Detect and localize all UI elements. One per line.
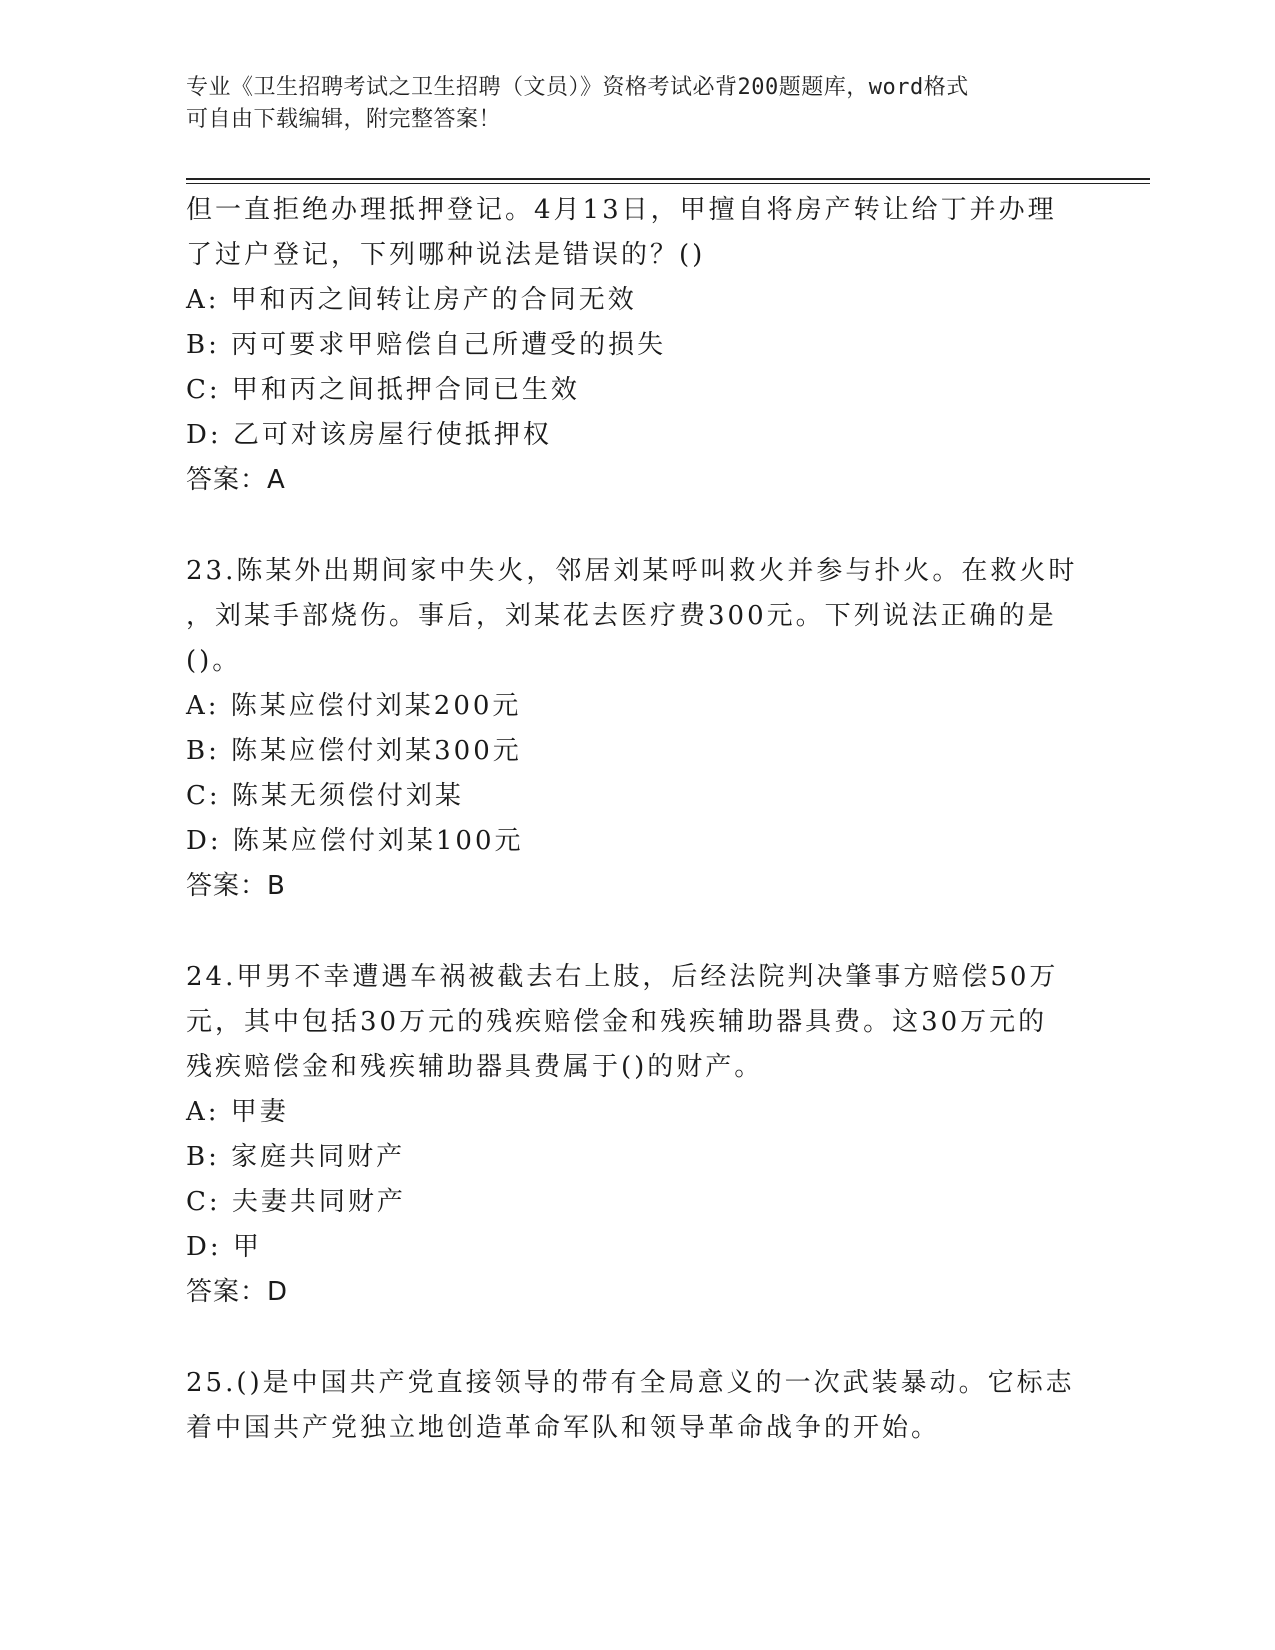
option-a: A: 陈某应偿付刘某200元 — [186, 691, 522, 721]
question-stem-line: 但一直拒绝办理抵押登记。4月13日，甲擅自将房产转让给丁并办理 — [186, 195, 1057, 225]
option-a: A: 甲妻 — [186, 1097, 289, 1127]
question-stem-line: 残疾赔偿金和残疾辅助器具费属于()的财产。 — [186, 1052, 764, 1082]
option-d: D: 陈某应偿付刘某100元 — [186, 826, 524, 856]
question-22-continued — [186, 188, 1086, 503]
answer-line: 答案：A — [186, 465, 286, 495]
question-23 — [186, 549, 1086, 909]
question-stem-line: 25.()是中国共产党直接领导的带有全局意义的一次武装暴动。它标志 — [186, 1368, 1075, 1398]
question-stem-line: 着中国共产党独立地创造革命军队和领导革命战争的开始。 — [186, 1413, 941, 1443]
header-rule-thin — [186, 183, 1150, 184]
option-d: D: 甲 — [186, 1232, 262, 1262]
question-stem-line: ，刘某手部烧伤。事后，刘某花去医疗费300元。下列说法正确的是 — [186, 601, 1057, 631]
question-stem-line: 元，其中包括30万元的残疾赔偿金和残疾辅助器具费。这30万元的 — [186, 1007, 1048, 1037]
answer-line: 答案：D — [186, 1277, 289, 1307]
question-stem-line: 23.陈某外出期间家中失火，邻居刘某呼叫救火并参与扑火。在救火时 — [186, 556, 1078, 586]
option-d: D: 乙可对该房屋行使抵押权 — [186, 420, 552, 450]
document-header — [186, 72, 1066, 136]
spacer — [186, 503, 1086, 549]
question-stem-line: 了过户登记，下列哪种说法是错误的？() — [186, 240, 706, 270]
option-c: C: 陈某无须偿付刘某 — [186, 781, 464, 811]
option-c: C: 甲和丙之间抵押合同已生效 — [186, 375, 580, 405]
question-content — [186, 188, 1086, 1451]
header-line-2: 可自由下载编辑，附完整答案！ — [186, 107, 502, 132]
header-rule-thick — [186, 178, 1150, 180]
option-c: C: 夫妻共同财产 — [186, 1187, 406, 1217]
question-stem-line: ()。 — [186, 646, 242, 676]
header-line-1: 专业《卫生招聘考试之卫生招聘（文员）》资格考试必背200题题库，word格式 — [186, 75, 969, 100]
question-24 — [186, 955, 1086, 1315]
question-stem-line: 24.甲男不幸遭遇车祸被截去右上肢，后经法院判决肇事方赔偿50万 — [186, 962, 1059, 992]
spacer — [186, 909, 1086, 955]
option-a: A: 甲和丙之间转让房产的合同无效 — [186, 285, 637, 315]
option-b: B: 丙可要求甲赔偿自己所遭受的损失 — [186, 330, 667, 360]
option-b: B: 陈某应偿付刘某300元 — [186, 736, 522, 766]
spacer — [186, 1315, 1086, 1361]
answer-line: 答案：B — [186, 871, 286, 901]
option-b: B: 家庭共同财产 — [186, 1142, 406, 1172]
question-25 — [186, 1361, 1086, 1451]
